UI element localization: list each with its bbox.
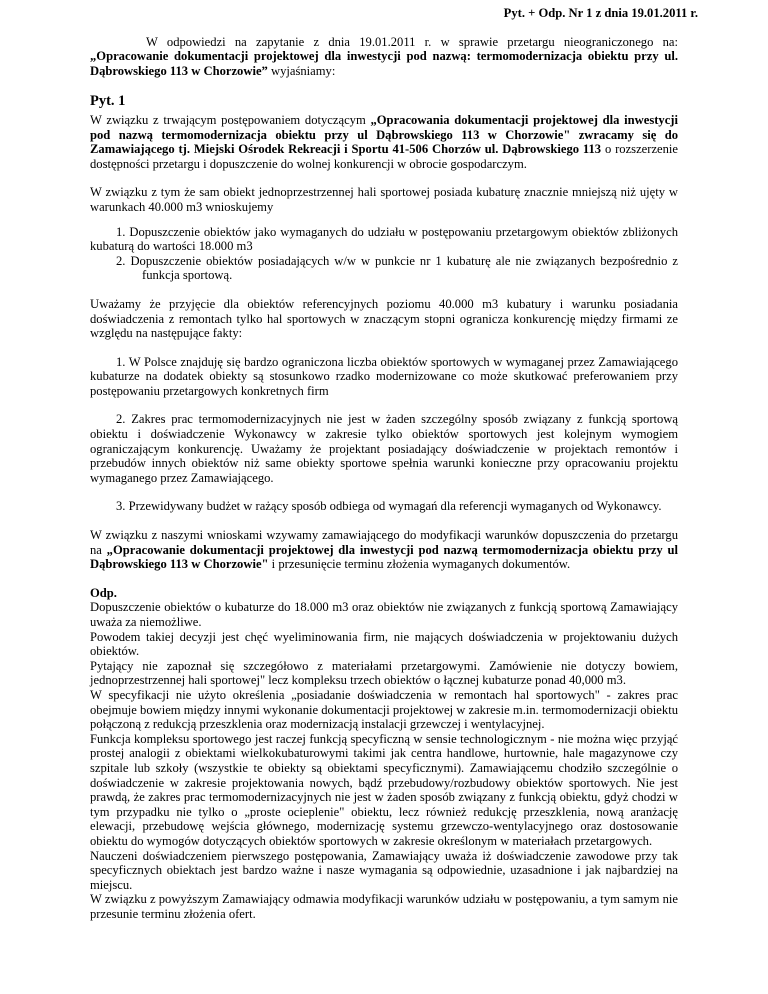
answer-title: Odp. <box>90 585 117 600</box>
intro-subject: „Opracowanie dokumentacji projektowej dla inwestycji pod nazwą: termomodernizacja obiektu przy ul. Dąbrowskiego 113 w Chorzowie” <box>90 49 678 78</box>
question-p1-text: W związku z trwającym postępowaniem dotyczącym <box>90 112 371 127</box>
answer-body <box>90 600 678 921</box>
answer-paragraph: W związku z powyższym Zamawiający odmawia modyfikacji warunków udziału w postępowaniu, a tym samym nie przesunie terminu złożenia ofert. <box>90 892 678 921</box>
question-paragraph-2: W związku z tym że sam obiekt jednoprzestrzennej hali sportowej posiada kubaturę znacznie mniejszą niż ujęty w warunkach 40.000 m3 wnioskujemy <box>90 185 678 214</box>
intro-suffix: wyjaśniamy: <box>267 63 336 78</box>
list-item: 2. Dopuszczenie obiektów posiadających w/w w punkcie nr 1 kubaturę ale nie związanych bezpośrednio z funkcja sportową. <box>116 253 678 283</box>
fact-item: 1. W Polsce znajduję się bardzo ograniczona liczba obiektów sportowych w wymaganej przez Zamawiającego kubaturze na dodatek obiekty są stosunkowo rzadko modernizowane co może skutkować preferowaniem przy postępowaniu przetargowych konkretnych firm <box>90 354 678 398</box>
answer-paragraph: W specyfikacji nie użyto określenia „posiadanie doświadczenia w remontach hal sportowych" - zakres prac obejmuje bowiem między innymi wykonanie dokumentacji projektowej w zakresie m.in. termomodernizacji obiektu połączoną z redukcją przeszklenia oraz modernizacją instalacji grzewczej i wentylacyjnej. <box>90 687 678 732</box>
answer-paragraph: Pytający nie zapoznał się szczegółowo z materiałami przetargowymi. Zamówienie nie dotyczy bowiem, jednoprzestrzennej hali sportowej" lecz kompleksu trzech obiektów o łącznej kubaturze ponad 40,000 m3. <box>90 658 678 688</box>
document-header: Pyt. + Odp. Nr 1 z dnia 19.01.2011 r. <box>503 6 698 20</box>
request-list <box>90 225 678 283</box>
question-paragraph-4 <box>90 528 678 572</box>
intro-text: W odpowiedzi na zapytanie z dnia 19.01.2011 r. w sprawie przetargu nieograniczonego na: <box>146 34 678 49</box>
intro-paragraph <box>90 35 678 79</box>
question-p4-bold: „Opracowanie dokumentacji projektowej dla inwestycji pod nazwą termomodernizacja obiektu przy ul Dąbrowskiego 113 w Chorzowie" <box>90 542 678 572</box>
answer-paragraph: Funkcja kompleksu sportowego jest raczej funkcją specyficzną w sensie technologicznym - nie można więc przyjąć prostej analogii z obiektami wielkokubaturowymi takimi jak centra handlowe, hurtownie, hale magazynowe czy szpitale lub szkoły (wszystkie te obiekty są obiektami specyficznymi). Zamawiającemu chodziło szczególnie o doświadczenie w zakresie projektowania nowych, bądź przebudowy/rozbudowy obiektów sportowych. Nie jest prawdą, że zakres prac termomodernizacyjnych nie jest w żaden sposób związany z funkcją obiektu, gdyż chodzi w tym przypadku nie tylko o „proste ocieplenie" obiektu, lecz również redukcję przeszklenia, nową aranżację elewacji, przebudowę wejścia głównego, modernizację systemu grzewczo-wentylacyjnego oraz dostosowanie obiektu do wymogów dotyczących obiektów sportowych w zakresie określonym w materiałach przetargowych. <box>90 731 678 848</box>
list-item: 1. Dopuszczenie obiektów jako wymaganych do udziału w postępowaniu przetargowym obiektów zbliżonych kubaturą do wartości 18.000 m3 <box>90 224 678 254</box>
question-paragraph-1 <box>90 113 678 171</box>
question-p1-bold: „Opracowania dokumentacji projektowej dla inwestycji pod nazwą termomodernizacja obiektu przy ul Dąbrowskiego 113 w Chorzowie" zwracamy się do Zamawiającego tj. Miejski Ośrodek Rekreacji i Sportu 41-506 Chorzów ul. Dąbrowskiego 113 <box>90 112 678 157</box>
answer-paragraph: Nauczeni doświadczeniem pierwszego postępowania, Zamawiający uważa iż doświadczenie zawodowe przy tak specyficznych obiektach jest bardzo ważne i nasze wymagania są odpowiednie, uzasadnione i jak najbardziej na miejscu. <box>90 848 678 892</box>
fact-item: 3. Przewidywany budżet w rażący sposób odbiega od wymagań dla referencji wymaganych od Wykonawcy. <box>116 499 662 514</box>
question-p4-text-end: i przesunięcie terminu złożenia wymaganych dokumentów. <box>268 557 571 572</box>
answer-paragraph: Dopuszczenie obiektów o kubaturze do 18.000 m3 oraz obiektów nie związanych z funkcją sportową Zamawiający uważa za niemożliwe. <box>90 600 678 629</box>
question-title: Pyt. 1 <box>90 93 126 110</box>
fact-item: 2. Zakres prac termomodernizacyjnych nie jest w żaden szczególny sposób związany z funkcją sportową obiektu i doświadczenie Wykonawcy w zakresie tylko obiektów sportowych jest kolejnym wymogiem ograniczającym konkurencję. Uważamy że projektant posiadający doświadczenie w projektach remontów i przebudów innych obiektów niż same obiekty sportowe spełnia warunki konieczne przy opracowaniu projektu wymaganego przez Zamawiającego. <box>90 412 678 485</box>
question-paragraph-3: Uważamy że przyjęcie dla obiektów referencyjnych poziomu 40.000 m3 kubatury i warunku posiadania doświadczenia z remontach tylko hal sportowych w znaczącym stopni ogranicza konkurencję między firmami ze względu na następujące fakty: <box>90 296 678 341</box>
answer-paragraph: Powodem takiej decyzji jest chęć wyeliminowania firm, nie mających doświadczenia w projektowaniu dużych obiektów. <box>90 629 678 659</box>
question-p1-text-end: o rozszerzenie dostępności przetargu i dopuszczenie do wolnej konkurencji w obrocie gospodarczym. <box>90 142 679 171</box>
question-p4-text: W związku z naszymi wnioskami wzywamy zamawiającego do modyfikacji warunków dopuszczenia do przetargu na <box>90 528 678 557</box>
